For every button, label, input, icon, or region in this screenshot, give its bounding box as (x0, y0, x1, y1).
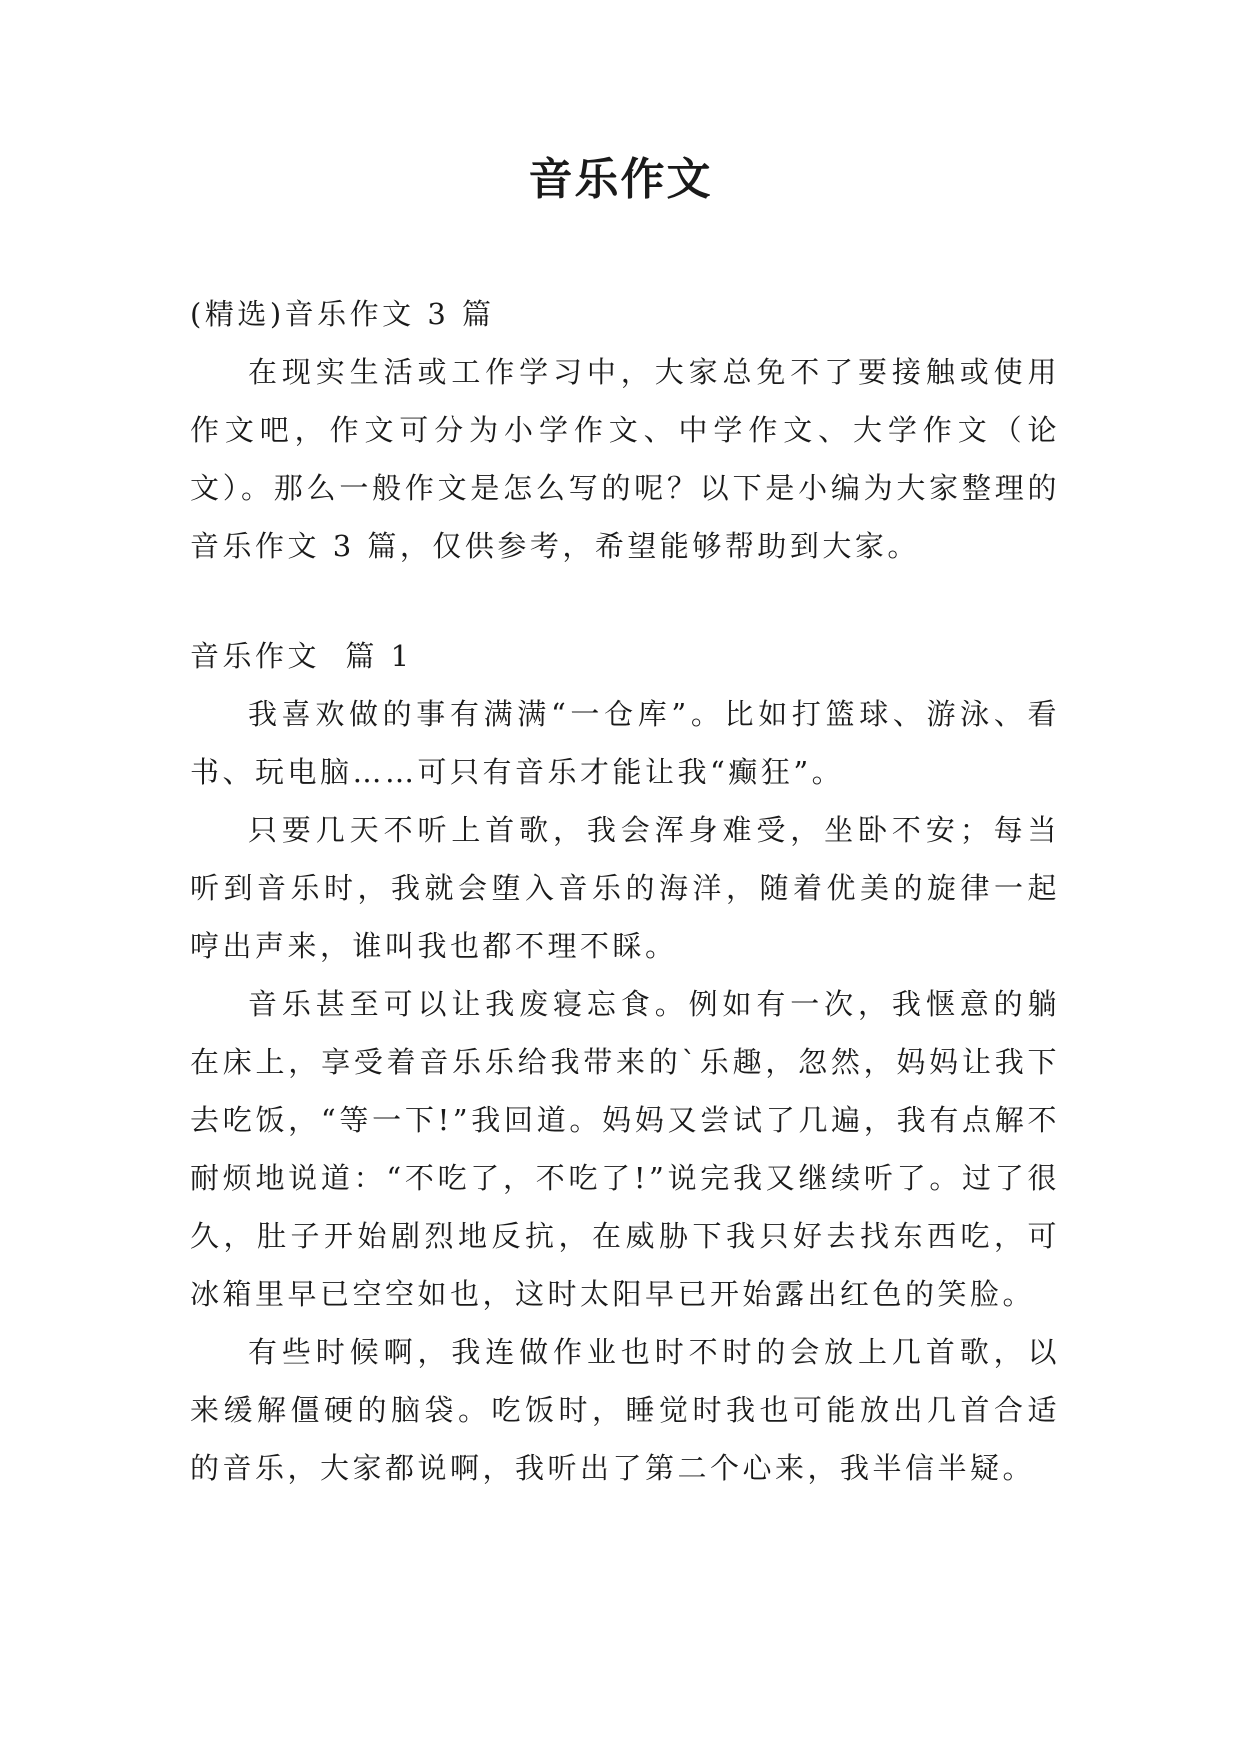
intro-paragraph: 在现实生活或工作学习中，大家总免不了要接触或使用作文吧，作文可分为小学作文、中学作文、大学作文（论文）。那么一般作文是怎么写的呢？以下是小编为大家整理的音乐作文 3 篇，仅供参考，希望能够帮助到大家。 (190, 355, 1060, 563)
section-heading: 音乐作文 篇 1 (190, 639, 413, 673)
body-paragraph: 我喜欢做的事有满满“一仓库”。比如打篮球、游泳、看书、玩电脑……可只有音乐才能让我“癫狂”。 (190, 697, 1060, 789)
body-paragraph: 只要几天不听上首歌，我会浑身难受，坐卧不安；每当听到音乐时，我就会堕入音乐的海洋，随着优美的旋律一起哼出声来，谁叫我也都不理不睬。 (190, 813, 1060, 963)
document-title: 音乐作文 (528, 154, 713, 205)
document-subtitle: (精选)音乐作文 3 篇 (190, 297, 495, 331)
document-body (190, 285, 1060, 1497)
body-paragraph: 音乐甚至可以让我废寝忘食。例如有一次，我惬意的躺在床上，享受着音乐乐给我带来的`乐趣，忽然，妈妈让我下去吃饭，“等一下!”我回道。妈妈又尝试了几遍，我有点解不耐烦地说道：“不吃了，不吃了!”说完我又继续听了。过了很久，肚子开始剧烈地反抗，在威胁下我只好去找东西吃，可冰箱里早已空空如也，这时太阳早已开始露出红色的笑脸。 (190, 987, 1060, 1311)
section-spacer (190, 575, 1060, 627)
body-paragraph: 有些时候啊，我连做作业也时不时的会放上几首歌，以来缓解僵硬的脑袋。吃饭时，睡觉时我也可能放出几首合适的音乐，大家都说啊，我听出了第二个心来，我半信半疑。 (190, 1335, 1060, 1485)
